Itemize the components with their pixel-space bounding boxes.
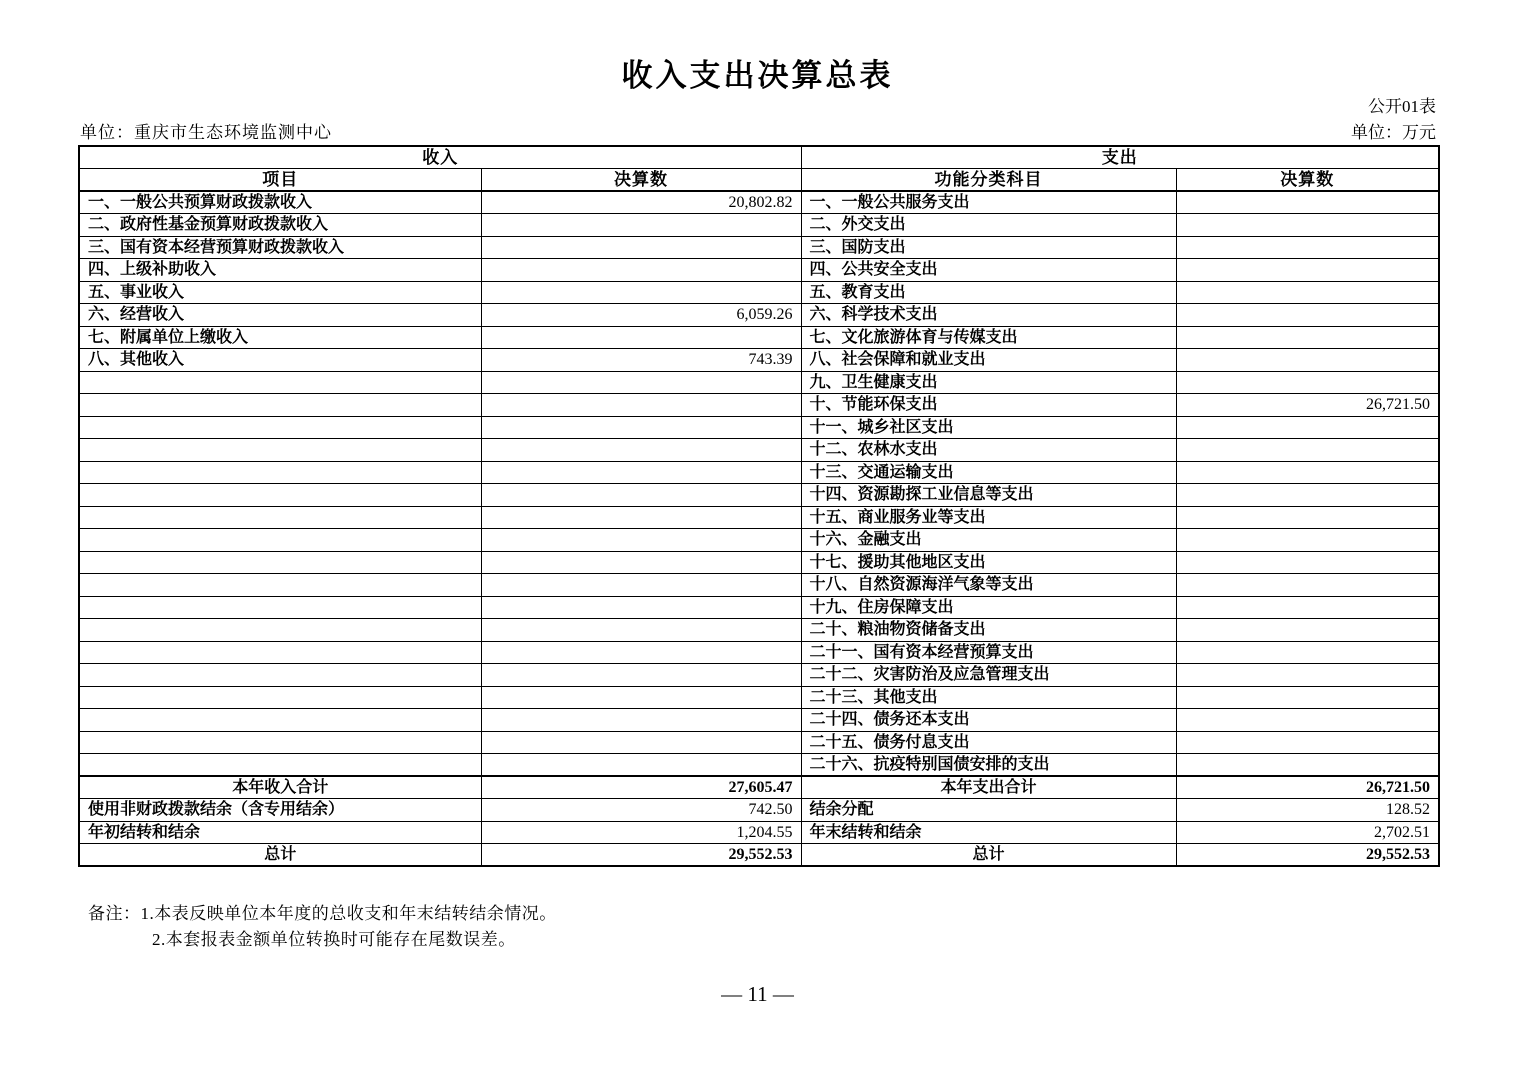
table-row <box>79 664 1439 687</box>
table-row <box>79 619 1439 642</box>
expense-item-cell: 八、社会保障和就业支出 <box>801 349 1176 372</box>
income-amount-cell <box>481 709 801 732</box>
footnote-line-1 <box>88 901 557 927</box>
expense-amount-cell <box>1176 641 1439 664</box>
income-amount-cell <box>481 371 801 394</box>
expense-item-cell: 十五、商业服务业等支出 <box>801 506 1176 529</box>
expense-amount-cell <box>1176 596 1439 619</box>
expense-amount-cell <box>1176 349 1439 372</box>
income-amount-column-header: 决算数 <box>481 169 801 192</box>
expense-amount-cell <box>1176 506 1439 529</box>
table-body <box>79 191 1439 866</box>
income-item-cell <box>79 574 481 597</box>
footnotes <box>88 901 557 953</box>
income-item-cell: 二、政府性基金预算财政拨款收入 <box>79 214 481 237</box>
currency-unit-label: 单位：万元 <box>1351 123 1436 142</box>
expense-item-cell: 二十二、灾害防治及应急管理支出 <box>801 664 1176 687</box>
expense-amount-cell <box>1176 461 1439 484</box>
table-row <box>79 641 1439 664</box>
expense-item-cell: 十、节能环保支出 <box>801 394 1176 417</box>
income-amount-cell <box>481 754 801 777</box>
footnote-text-1: 1.本表反映单位本年度的总收支和年末结转结余情况。 <box>140 904 557 923</box>
table-row <box>79 529 1439 552</box>
expense-amount-cell <box>1176 259 1439 282</box>
income-item-cell <box>79 619 481 642</box>
table-row <box>79 551 1439 574</box>
income-item-cell <box>79 394 481 417</box>
expense-item-column-header: 功能分类科目 <box>801 169 1176 192</box>
income-item-cell <box>79 529 481 552</box>
expense-item-cell: 十七、援助其他地区支出 <box>801 551 1176 574</box>
income-amount-cell: 742.50 <box>481 799 801 822</box>
income-amount-cell <box>481 416 801 439</box>
expense-amount-cell: 26,721.50 <box>1176 776 1439 799</box>
income-amount-cell <box>481 281 801 304</box>
table-row <box>79 191 1439 214</box>
income-item-cell: 五、事业收入 <box>79 281 481 304</box>
income-amount-cell <box>481 731 801 754</box>
income-amount-cell <box>481 214 801 237</box>
income-item-cell: 一、一般公共预算财政拨款收入 <box>79 191 481 214</box>
summary-row <box>79 776 1439 799</box>
expense-item-cell: 本年支出合计 <box>801 776 1176 799</box>
expense-amount-cell <box>1176 664 1439 687</box>
expense-item-cell: 十三、交通运输支出 <box>801 461 1176 484</box>
expense-amount-cell <box>1176 686 1439 709</box>
expense-amount-cell <box>1176 281 1439 304</box>
income-item-cell: 年初结转和结余 <box>79 821 481 844</box>
expense-item-cell: 二十五、债务付息支出 <box>801 731 1176 754</box>
table-row <box>79 304 1439 327</box>
income-amount-cell <box>481 484 801 507</box>
income-item-cell: 本年收入合计 <box>79 776 481 799</box>
table-row <box>79 439 1439 462</box>
expense-amount-cell <box>1176 214 1439 237</box>
income-amount-cell <box>481 506 801 529</box>
footnote-line-2: 2.本套报表金额单位转换时可能存在尾数误差。 <box>152 930 516 949</box>
income-item-cell: 四、上级补助收入 <box>79 259 481 282</box>
expense-amount-cell <box>1176 484 1439 507</box>
expense-amount-cell <box>1176 619 1439 642</box>
table-head <box>79 146 1439 191</box>
expense-item-cell: 二、外交支出 <box>801 214 1176 237</box>
income-item-cell: 总计 <box>79 844 481 867</box>
income-item-cell: 六、经营收入 <box>79 304 481 327</box>
expense-item-cell: 十四、资源勘探工业信息等支出 <box>801 484 1176 507</box>
income-amount-cell <box>481 326 801 349</box>
income-amount-cell <box>481 641 801 664</box>
income-amount-cell <box>481 461 801 484</box>
expense-item-cell: 七、文化旅游体育与传媒支出 <box>801 326 1176 349</box>
expense-item-cell: 四、公共安全支出 <box>801 259 1176 282</box>
expense-amount-cell <box>1176 731 1439 754</box>
expense-item-cell: 十二、农林水支出 <box>801 439 1176 462</box>
expense-amount-cell <box>1176 371 1439 394</box>
expense-item-cell: 十八、自然资源海洋气象等支出 <box>801 574 1176 597</box>
table-row <box>79 259 1439 282</box>
income-item-cell: 三、国有资本经营预算财政拨款收入 <box>79 236 481 259</box>
footnote-label: 备注： <box>88 904 141 923</box>
expense-amount-cell <box>1176 551 1439 574</box>
income-item-cell <box>79 461 481 484</box>
income-item-cell <box>79 596 481 619</box>
table-row <box>79 394 1439 417</box>
page-title: 收入支出决算总表 <box>621 58 894 93</box>
income-amount-cell <box>481 664 801 687</box>
income-item-cell <box>79 709 481 732</box>
organization-label: 单位：重庆市生态环境监测中心 <box>80 123 332 142</box>
expense-amount-cell: 26,721.50 <box>1176 394 1439 417</box>
income-amount-cell <box>481 394 801 417</box>
table-row <box>79 686 1439 709</box>
expense-item-cell: 二十一、国有资本经营预算支出 <box>801 641 1176 664</box>
expense-item-cell: 五、教育支出 <box>801 281 1176 304</box>
summary-row <box>79 799 1439 822</box>
income-amount-cell <box>481 439 801 462</box>
expense-amount-cell <box>1176 326 1439 349</box>
table-row <box>79 731 1439 754</box>
expense-item-cell: 二十六、抗疫特别国债安排的支出 <box>801 754 1176 777</box>
expense-amount-cell <box>1176 439 1439 462</box>
summary-row <box>79 821 1439 844</box>
table-row <box>79 484 1439 507</box>
income-amount-cell <box>481 686 801 709</box>
income-amount-cell: 1,204.55 <box>481 821 801 844</box>
table-row <box>79 754 1439 777</box>
table-row <box>79 709 1439 732</box>
expense-item-cell: 二十、粮油物资储备支出 <box>801 619 1176 642</box>
expense-amount-cell <box>1176 304 1439 327</box>
expense-amount-cell <box>1176 191 1439 214</box>
expense-item-cell: 二十三、其他支出 <box>801 686 1176 709</box>
expense-item-cell: 九、卫生健康支出 <box>801 371 1176 394</box>
column-header-row <box>79 169 1439 192</box>
expense-amount-cell: 2,702.51 <box>1176 821 1439 844</box>
table-row <box>79 506 1439 529</box>
expense-section-header: 支出 <box>801 146 1439 169</box>
income-item-cell <box>79 664 481 687</box>
income-item-cell <box>79 754 481 777</box>
expense-item-cell: 结余分配 <box>801 799 1176 822</box>
table-row <box>79 371 1439 394</box>
income-item-cell: 八、其他收入 <box>79 349 481 372</box>
income-amount-cell: 20,802.82 <box>481 191 801 214</box>
table-row <box>79 596 1439 619</box>
income-item-cell: 使用非财政拨款结余（含专用结余） <box>79 799 481 822</box>
expense-item-cell: 年末结转和结余 <box>801 821 1176 844</box>
table-row <box>79 326 1439 349</box>
income-item-cell <box>79 416 481 439</box>
income-item-cell <box>79 439 481 462</box>
section-header-row <box>79 146 1439 169</box>
expense-amount-cell <box>1176 574 1439 597</box>
expense-amount-cell <box>1176 529 1439 552</box>
income-amount-cell: 29,552.53 <box>481 844 801 867</box>
income-amount-cell: 743.39 <box>481 349 801 372</box>
expense-amount-cell <box>1176 416 1439 439</box>
table-row <box>79 416 1439 439</box>
expense-item-cell: 十一、城乡社区支出 <box>801 416 1176 439</box>
income-amount-cell: 6,059.26 <box>481 304 801 327</box>
page-number: — 11 — <box>721 982 794 1006</box>
summary-row <box>79 844 1439 867</box>
income-amount-cell <box>481 259 801 282</box>
income-item-cell <box>79 551 481 574</box>
expense-amount-cell <box>1176 709 1439 732</box>
expense-item-cell: 十六、金融支出 <box>801 529 1176 552</box>
table-row <box>79 574 1439 597</box>
expense-amount-cell <box>1176 236 1439 259</box>
income-item-cell <box>79 731 481 754</box>
income-amount-cell <box>481 529 801 552</box>
income-item-cell <box>79 484 481 507</box>
expense-item-cell: 六、科学技术支出 <box>801 304 1176 327</box>
income-amount-cell <box>481 574 801 597</box>
table-code-label: 公开01表 <box>1368 97 1436 116</box>
income-amount-cell <box>481 619 801 642</box>
income-item-column-header: 项目 <box>79 169 481 192</box>
table-row <box>79 214 1439 237</box>
expense-amount-cell: 29,552.53 <box>1176 844 1439 867</box>
table-row <box>79 349 1439 372</box>
expense-amount-column-header: 决算数 <box>1176 169 1439 192</box>
expense-item-cell: 三、国防支出 <box>801 236 1176 259</box>
income-item-cell <box>79 686 481 709</box>
income-item-cell <box>79 506 481 529</box>
table-row <box>79 461 1439 484</box>
income-amount-cell: 27,605.47 <box>481 776 801 799</box>
expense-item-cell: 总计 <box>801 844 1176 867</box>
table-row <box>79 236 1439 259</box>
income-section-header: 收入 <box>79 146 801 169</box>
table-row <box>79 281 1439 304</box>
income-amount-cell <box>481 236 801 259</box>
income-item-cell <box>79 641 481 664</box>
income-amount-cell <box>481 551 801 574</box>
income-item-cell: 七、附属单位上缴收入 <box>79 326 481 349</box>
expense-item-cell: 一、一般公共服务支出 <box>801 191 1176 214</box>
expense-amount-cell: 128.52 <box>1176 799 1439 822</box>
income-item-cell <box>79 371 481 394</box>
expense-amount-cell <box>1176 754 1439 777</box>
income-expense-summary-table <box>78 145 1440 867</box>
expense-item-cell: 十九、住房保障支出 <box>801 596 1176 619</box>
expense-item-cell: 二十四、债务还本支出 <box>801 709 1176 732</box>
income-amount-cell <box>481 596 801 619</box>
